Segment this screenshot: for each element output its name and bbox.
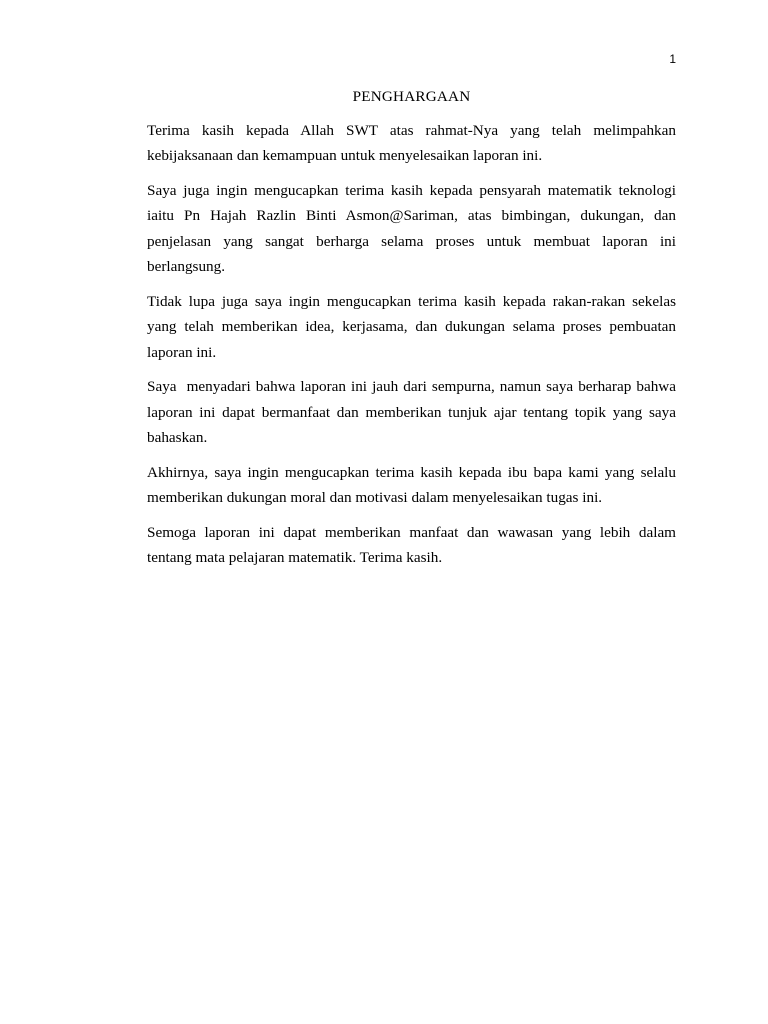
paragraph-1: Terima kasih kepada Allah SWT atas rahmat-Nya yang telah melimpahkan kebijaksanaan dan kemampuan untuk menyelesaikan laporan ini. [147, 121, 676, 164]
paragraph-4: Saya menyadari bahwa laporan ini jauh dari sempurna, namun saya berharap bahwa laporan ini dapat bermanfaat dan memberikan tunjuk ajar tentang topik yang saya bahaskan. [147, 378, 680, 446]
paragraph-5: Akhirnya, saya ingin mengucapkan terima kasih kepada ibu bapa kami yang selalu memberikan dukungan moral dan motivasi dalam menyelesaikan tugas ini. [147, 463, 676, 506]
paragraph-3: Tidak lupa juga saya ingin mengucapkan terima kasih kepada rakan-rakan sekelas yang telah memberikan idea, kerjasama, dan dukungan selama proses pembuatan laporan ini. [147, 292, 676, 361]
page-heading: PENGHARGAAN [352, 88, 471, 105]
paragraph-6: Semoga laporan ini dapat memberikan manfaat dan wawasan yang lebih dalam tentang mata pelajaran matematik. Terima kasih. [147, 523, 676, 566]
page-number: 1 [669, 52, 676, 66]
document-body [147, 84, 680, 580]
paragraph-2: Saya juga ingin mengucapkan terima kasih kepada pensyarah matematik teknologi iaitu Pn Hajah Razlin Binti Asmon@Sariman, atas bimbingan, dukungan, dan penjelasan yang sangat berharga selama proses untuk membuat laporan ini berlangsung. [147, 181, 676, 275]
